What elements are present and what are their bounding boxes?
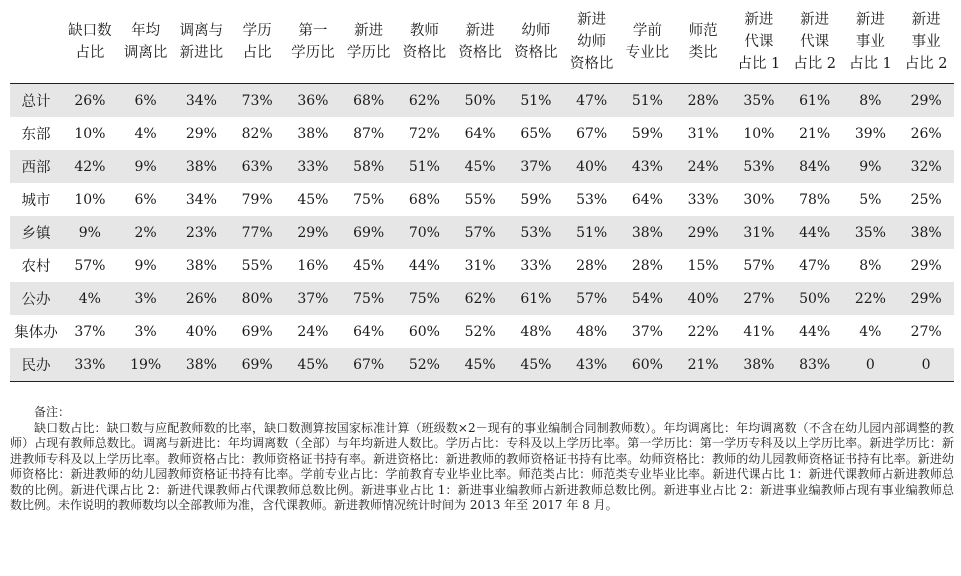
table-cell: 33% — [508, 249, 564, 282]
table-cell: 25% — [898, 183, 954, 216]
table-cell: 19% — [118, 348, 174, 382]
table-cell: 4% — [843, 315, 899, 348]
table-cell: 67% — [341, 348, 397, 382]
table-row — [10, 315, 954, 348]
table-cell: 45% — [452, 150, 508, 183]
table-cell: 73% — [229, 84, 285, 118]
table-cell: 9% — [62, 216, 118, 249]
table-cell: 29% — [898, 84, 954, 118]
table-cell: 38% — [174, 348, 230, 382]
table-cell: 80% — [229, 282, 285, 315]
table-cell: 57% — [62, 249, 118, 282]
table-cell: 32% — [898, 150, 954, 183]
row-label: 城市 — [10, 183, 62, 216]
table-cell: 53% — [731, 150, 787, 183]
column-header: 新进 事业 占比 2 — [898, 0, 954, 84]
column-header: 缺口数 占比 — [62, 0, 118, 84]
table-cell: 31% — [452, 249, 508, 282]
column-header: 新进 代课 占比 2 — [787, 0, 843, 84]
table-cell: 44% — [397, 249, 453, 282]
table-cell: 40% — [675, 282, 731, 315]
table-cell: 61% — [787, 84, 843, 118]
table-cell: 75% — [341, 183, 397, 216]
column-header: 学前 专业比 — [620, 0, 676, 84]
table-cell: 40% — [564, 150, 620, 183]
table-cell: 38% — [620, 216, 676, 249]
table-cell: 75% — [341, 282, 397, 315]
row-label: 农村 — [10, 249, 62, 282]
column-header: 调离与 新进比 — [174, 0, 230, 84]
table-cell: 82% — [229, 117, 285, 150]
row-label: 集体办 — [10, 315, 62, 348]
table-cell: 29% — [898, 282, 954, 315]
table-cell: 53% — [564, 183, 620, 216]
statistics-table — [10, 0, 954, 382]
table-cell: 28% — [675, 84, 731, 118]
table-row — [10, 348, 954, 382]
table-cell: 53% — [508, 216, 564, 249]
table-cell: 8% — [843, 249, 899, 282]
table-cell: 51% — [620, 84, 676, 118]
table-cell: 62% — [397, 84, 453, 118]
table-cell: 65% — [508, 117, 564, 150]
table-cell: 63% — [229, 150, 285, 183]
table-cell: 40% — [174, 315, 230, 348]
table-cell: 42% — [62, 150, 118, 183]
table-cell: 10% — [731, 117, 787, 150]
table-cell: 21% — [675, 348, 731, 382]
table-cell: 60% — [620, 348, 676, 382]
table-cell: 38% — [174, 150, 230, 183]
table-cell: 64% — [620, 183, 676, 216]
table-body — [10, 84, 954, 382]
column-header: 年均 调离比 — [118, 0, 174, 84]
table-row — [10, 216, 954, 249]
table-cell: 38% — [898, 216, 954, 249]
table-cell: 43% — [564, 348, 620, 382]
table-cell: 28% — [620, 249, 676, 282]
row-label: 乡镇 — [10, 216, 62, 249]
table-cell: 72% — [397, 117, 453, 150]
notes-body: 缺口数占比：缺口数与应配教师数的比率，缺口数测算按国家标准计算（班级数×2－现有的事业编制合同制教师数）。年均调离比：年均调离数（不含在幼儿园内部调整的教师）占现有教师总数比。调离与新进比：年均调离数（全部）与年均新进人数比。学历占比：专科及以上学历比率。第一学历比：第一学历专科及以上学历比率。新进学历比：新进教师专科及以上学历比率。教师资格占比：教师资格证书持有率。新进资格比：新进教师的教师资格证书持有比率。幼师资格比：教师的幼儿园教师资格证书持有比率。新进幼师资格比：新进教师的幼儿园教师资格证书持有比率。学前专业占比：学前教育专业毕业比率。师范类占比：师范类专业毕业比率。新进代课占比 1：新进代课教师占新进教师总数的比例。新进代课占比 2：新进代课教师占代课教师总数比例。新进事业占比 1：新进事业编教师占新进教师总数比例。新进事业占比 2：新进事业编教师占现有事业编教师总数比例。未作说明的教师数均以全部教师为准，含代课教师。新进教师情况统计时间为 2013 年至 2017 年 8 月。 — [10, 420, 954, 512]
table-cell: 64% — [341, 315, 397, 348]
table-cell: 31% — [675, 117, 731, 150]
table-cell: 68% — [341, 84, 397, 118]
table-row — [10, 150, 954, 183]
header-row — [10, 0, 954, 84]
column-header: 师范 类比 — [675, 0, 731, 84]
table-cell: 24% — [675, 150, 731, 183]
table-cell: 61% — [508, 282, 564, 315]
table-cell: 59% — [620, 117, 676, 150]
table-cell: 69% — [341, 216, 397, 249]
table-cell: 29% — [285, 216, 341, 249]
table-header — [10, 0, 954, 84]
table-cell: 44% — [787, 315, 843, 348]
table-row — [10, 282, 954, 315]
table-cell: 35% — [731, 84, 787, 118]
row-label: 总计 — [10, 84, 62, 118]
table-cell: 10% — [62, 183, 118, 216]
table-cell: 22% — [843, 282, 899, 315]
table-cell: 9% — [118, 150, 174, 183]
table-cell: 70% — [397, 216, 453, 249]
table-cell: 24% — [285, 315, 341, 348]
row-label: 东部 — [10, 117, 62, 150]
table-cell: 87% — [341, 117, 397, 150]
table-cell: 69% — [229, 315, 285, 348]
column-header: 新进 幼师 资格比 — [564, 0, 620, 84]
column-header: 教师 资格比 — [397, 0, 453, 84]
table-cell: 59% — [508, 183, 564, 216]
table-cell: 9% — [118, 249, 174, 282]
table-cell: 54% — [620, 282, 676, 315]
table-cell: 57% — [452, 216, 508, 249]
table-cell: 62% — [452, 282, 508, 315]
table-cell: 22% — [675, 315, 731, 348]
table-cell: 5% — [843, 183, 899, 216]
table-cell: 28% — [564, 249, 620, 282]
column-header: 新进 代课 占比 1 — [731, 0, 787, 84]
table-cell: 10% — [62, 117, 118, 150]
table-cell: 44% — [787, 216, 843, 249]
table-cell: 60% — [397, 315, 453, 348]
table-cell: 41% — [731, 315, 787, 348]
table-cell: 84% — [787, 150, 843, 183]
table-row — [10, 84, 954, 118]
table-cell: 51% — [508, 84, 564, 118]
table-cell: 51% — [564, 216, 620, 249]
table-cell: 37% — [62, 315, 118, 348]
row-label: 公办 — [10, 282, 62, 315]
table-row — [10, 249, 954, 282]
table-cell: 26% — [174, 282, 230, 315]
table-cell: 52% — [397, 348, 453, 382]
table-cell: 38% — [731, 348, 787, 382]
table-cell: 21% — [787, 117, 843, 150]
table-cell: 4% — [118, 117, 174, 150]
table-cell: 45% — [285, 183, 341, 216]
table-cell: 83% — [787, 348, 843, 382]
table-cell: 43% — [620, 150, 676, 183]
table-row — [10, 183, 954, 216]
table-cell: 27% — [731, 282, 787, 315]
table-cell: 37% — [620, 315, 676, 348]
column-header: 幼师 资格比 — [508, 0, 564, 84]
table-cell: 27% — [898, 315, 954, 348]
table-cell: 52% — [452, 315, 508, 348]
table-cell: 34% — [174, 183, 230, 216]
table-cell: 6% — [118, 84, 174, 118]
row-label: 民办 — [10, 348, 62, 382]
table-cell: 37% — [508, 150, 564, 183]
table-cell: 67% — [564, 117, 620, 150]
table-row — [10, 117, 954, 150]
table-cell: 69% — [229, 348, 285, 382]
table-cell: 68% — [397, 183, 453, 216]
table-cell: 16% — [285, 249, 341, 282]
column-header: 学历 占比 — [229, 0, 285, 84]
table-cell: 38% — [285, 117, 341, 150]
table-cell: 30% — [731, 183, 787, 216]
table-cell: 6% — [118, 183, 174, 216]
table-cell: 57% — [731, 249, 787, 282]
notes-section — [10, 405, 954, 514]
table-cell: 23% — [174, 216, 230, 249]
table-cell: 33% — [285, 150, 341, 183]
header-corner — [10, 0, 62, 84]
table-cell: 36% — [285, 84, 341, 118]
table-cell: 48% — [564, 315, 620, 348]
table-cell: 58% — [341, 150, 397, 183]
table-cell: 33% — [675, 183, 731, 216]
table-cell: 0 — [898, 348, 954, 382]
table-cell: 34% — [174, 84, 230, 118]
table-cell: 57% — [564, 282, 620, 315]
column-header: 新进 事业 占比 1 — [843, 0, 899, 84]
table-cell: 77% — [229, 216, 285, 249]
table-cell: 26% — [62, 84, 118, 118]
row-label: 西部 — [10, 150, 62, 183]
table-cell: 51% — [397, 150, 453, 183]
column-header: 新进 资格比 — [452, 0, 508, 84]
table-cell: 9% — [843, 150, 899, 183]
table-cell: 55% — [229, 249, 285, 282]
table-cell: 39% — [843, 117, 899, 150]
table-cell: 64% — [452, 117, 508, 150]
table-cell: 15% — [675, 249, 731, 282]
table-cell: 45% — [341, 249, 397, 282]
table-cell: 35% — [843, 216, 899, 249]
table-cell: 75% — [397, 282, 453, 315]
table-cell: 45% — [508, 348, 564, 382]
table-cell: 33% — [62, 348, 118, 382]
table-cell: 29% — [174, 117, 230, 150]
table-cell: 3% — [118, 315, 174, 348]
table-cell: 79% — [229, 183, 285, 216]
table-cell: 78% — [787, 183, 843, 216]
table-cell: 37% — [285, 282, 341, 315]
table-cell: 2% — [118, 216, 174, 249]
table-cell: 31% — [731, 216, 787, 249]
table-cell: 50% — [787, 282, 843, 315]
notes-title: 备注： — [34, 405, 71, 419]
table-cell: 50% — [452, 84, 508, 118]
table-cell: 26% — [898, 117, 954, 150]
table-cell: 48% — [508, 315, 564, 348]
table-cell: 3% — [118, 282, 174, 315]
table-cell: 45% — [285, 348, 341, 382]
table-cell: 29% — [898, 249, 954, 282]
table-cell: 47% — [787, 249, 843, 282]
table-cell: 29% — [675, 216, 731, 249]
table-cell: 0 — [843, 348, 899, 382]
table-cell: 45% — [452, 348, 508, 382]
table-cell: 8% — [843, 84, 899, 118]
table-cell: 38% — [174, 249, 230, 282]
table-cell: 55% — [452, 183, 508, 216]
column-header: 第一 学历比 — [285, 0, 341, 84]
column-header: 新进 学历比 — [341, 0, 397, 84]
table-cell: 47% — [564, 84, 620, 118]
table-cell: 4% — [62, 282, 118, 315]
